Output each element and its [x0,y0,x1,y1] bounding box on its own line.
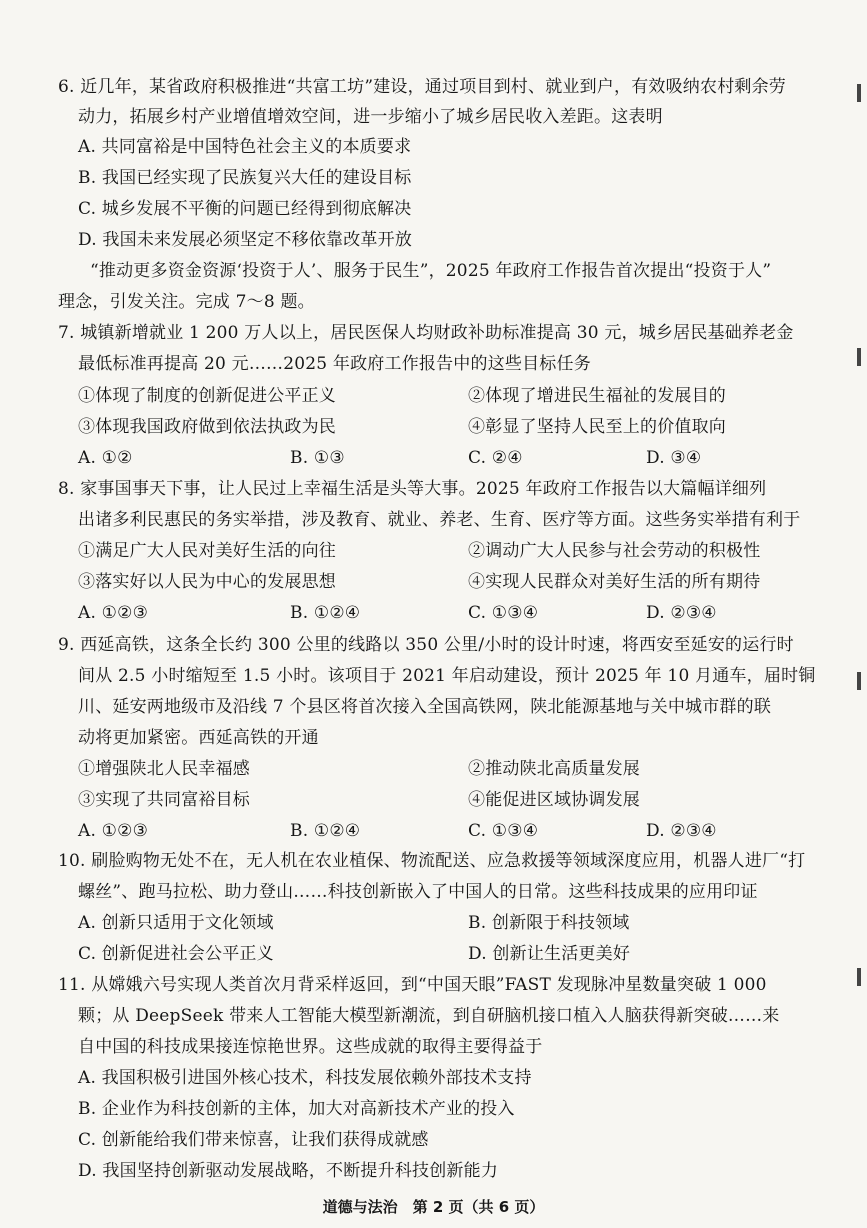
q11-option-b: B. 企业作为科技创新的主体，加大对高新技术产业的投入 [78,1099,515,1119]
q9-choice-d: D. ②③④ [646,821,717,841]
q8-stem-line-1: 8. 家事国事天下事，让人民过上幸福生活是头等大事。2025 年政府工作报告以大篇幅详细列 [58,479,767,499]
q11-option-a: A. 我国积极引进国外核心技术，科技发展依赖外部技术支持 [78,1068,532,1088]
q8-item-4: ④实现人民群众对美好生活的所有期待 [468,572,761,592]
q7-item-4: ④彰显了坚持人民至上的价值取向 [468,417,726,437]
q10-stem-line-2: 螺丝”、跑马拉松、助力登山……科技创新嵌入了中国人的日常。这些科技成果的应用印证 [78,882,758,902]
q8-choice-c: C. ①③④ [468,603,539,623]
q10-stem-line-1: 10. 刷脸购物无处不在，无人机在农业植保、物流配送、应急救援等领域深度应用，机器人进厂“打 [58,851,806,871]
q10-option-b: B. 创新限于科技领域 [468,913,630,933]
page-footer: 道德与法治 第 2 页（共 6 页） [322,1198,545,1216]
q9-item-1: ①增强陕北人民幸福感 [78,759,250,779]
q11-stem-line-1: 11. 从嫦娥六号实现人类首次月背采样返回，到“中国天眼”FAST 发现脉冲星数量突破 1 000 [58,975,767,995]
q10-option-c: C. 创新促进社会公平正义 [78,944,274,964]
edge-mark [857,968,861,986]
q8-choice-d: D. ②③④ [646,603,717,623]
q8-stem-line-2: 出诸多利民惠民的务实举措，涉及教育、就业、养老、生育、医疗等方面。这些务实举措有利于 [78,510,801,530]
q6-option-d: D. 我国未来发展必须坚定不移依靠改革开放 [78,230,413,250]
q7-choice-b: B. ①③ [290,448,345,468]
q8-item-1: ①满足广大人民对美好生活的向往 [78,541,336,561]
q10-option-a: A. 创新只适用于文化领域 [78,913,274,933]
q7-item-3: ③体现我国政府做到依法执政为民 [78,417,336,437]
q9-stem-line-3: 川、延安两地级市及沿线 7 个县区将首次接入全国高铁网，陕北能源基地与关中城市群的联 [78,697,772,717]
q9-stem-line-1: 9. 西延高铁，这条全长约 300 公里的线路以 350 公里/小时的设计时速，将西安至延安的运行时 [58,635,794,655]
q9-choice-b: B. ①②④ [290,821,361,841]
q7-choice-d: D. ③④ [646,448,702,468]
edge-mark [857,84,861,102]
q7-item-1: ①体现了制度的创新促进公平正义 [78,386,336,406]
q7-stem-line-2: 最低标准再提高 20 元……2025 年政府工作报告中的这些目标任务 [78,354,591,374]
q6-option-c: C. 城乡发展不平衡的问题已经得到彻底解决 [78,199,412,219]
q7-item-2: ②体现了增进民生福祉的发展目的 [468,386,726,406]
q7-choice-a: A. ①② [78,448,133,468]
q11-stem-line-2: 颗；从 DeepSeek 带来人工智能大模型新潮流，到自研脑机接口植入人脑获得新突破……来 [78,1006,780,1026]
q9-item-4: ④能促进区域协调发展 [468,790,640,810]
passage-line-2: 理念，引发关注。完成 7～8 题。 [58,292,315,312]
q7-choice-c: C. ②④ [468,448,523,468]
q11-option-c: C. 创新能给我们带来惊喜，让我们获得成就感 [78,1130,429,1150]
q11-stem-line-3: 自中国的科技成果接连惊艳世界。这些成就的取得主要得益于 [78,1037,543,1057]
edge-mark [857,672,861,690]
q6-stem-line-2: 动力，拓展乡村产业增值增效空间，进一步缩小了城乡居民收入差距。这表明 [78,107,663,127]
q10-option-d: D. 创新让生活更美好 [468,944,631,964]
q9-choice-c: C. ①③④ [468,821,539,841]
q9-item-3: ③实现了共同富裕目标 [78,790,250,810]
q9-stem-line-4: 动将更加紧密。西延高铁的开通 [78,728,319,748]
q8-item-2: ②调动广大人民参与社会劳动的积极性 [468,541,761,561]
q8-item-3: ③落实好以人民为中心的发展思想 [78,572,336,592]
edge-mark [857,348,861,366]
passage-line-1: “推动更多资金资源‘投资于人’、服务于民生”，2025 年政府工作报告首次提出“投资于人” [90,261,772,281]
q6-option-b: B. 我国已经实现了民族复兴大任的建设目标 [78,168,412,188]
q9-choice-a: A. ①②③ [78,821,149,841]
q7-stem-line-1: 7. 城镇新增就业 1 200 万人以上，居民医保人均财政补助标准提高 30 元，城乡居民基础养老金 [58,323,794,343]
q6-stem-line-1: 6. 近几年，某省政府积极推进“共富工坊”建设，通过项目到村、就业到户，有效吸纳农村剩余劳 [58,77,787,97]
q8-choice-b: B. ①②④ [290,603,361,623]
q6-option-a: A. 共同富裕是中国特色社会主义的本质要求 [78,137,412,157]
q11-option-d: D. 我国坚持创新驱动发展战略，不断提升科技创新能力 [78,1161,499,1181]
q9-item-2: ②推动陕北高质量发展 [468,759,640,779]
q9-stem-line-2: 间从 2.5 小时缩短至 1.5 小时。该项目于 2021 年启动建设，预计 2025 年 10 月通车，届时铜 [78,666,816,686]
q8-choice-a: A. ①②③ [78,603,149,623]
